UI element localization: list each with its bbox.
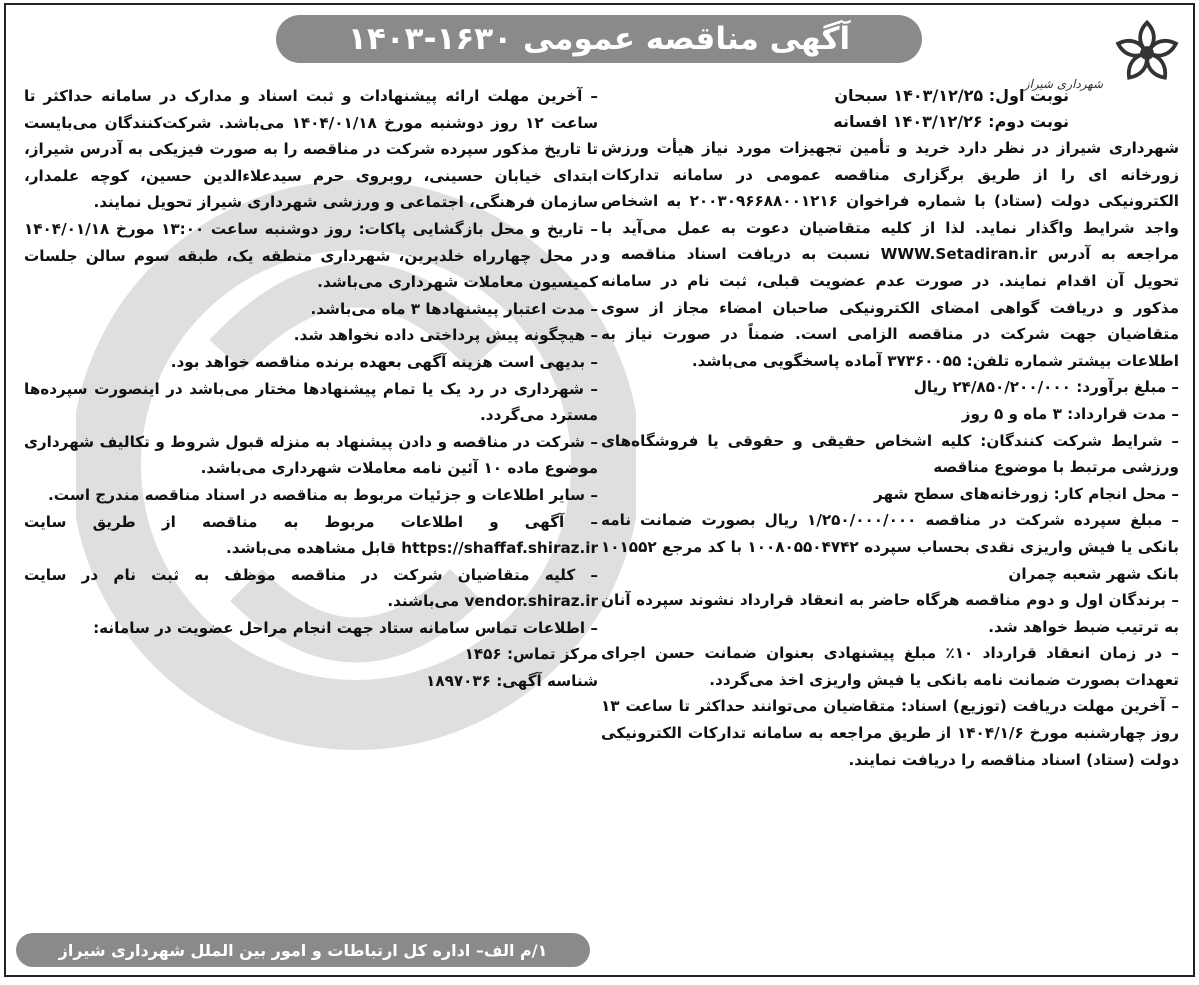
vendor-text: – کلیه متقاضیان شرکت در مناقصه موظف به ثبت نام در سایت <box>24 565 598 584</box>
location-item: – محل انجام کار: زورخانه‌های سطح شهر <box>874 484 1179 503</box>
notice-title-banner <box>276 15 922 63</box>
shiraz-municipality-flower-logo <box>1109 15 1185 91</box>
intro-text-1: شهرداری شیراز در نظر دارد خرید و تأمین تجهیزات مورد نیاز هیأت ورزش زورخانه ای را از طریق برگزاری مناقصه عمومی در سامانه تدارکات الکترونیکی دولت (ستاد) با شماره فراخوان ۲۰۰۳۰۹۶۶۸۸۰۰۱۲۱۶ به اشخاص واجد شرایط واگذار نماید. لذا از کلیه متقاضیان دعوت به عمل می‌آید با مراجعه به آدرس <box>601 139 1179 264</box>
right-column <box>601 83 1179 773</box>
footer-text: ۱/م الف– اداره کل ارتباطات و امور بین الملل شهرداری شیراز <box>58 940 548 960</box>
doc-deadline-item: – آخرین مهلت دریافت (توزیع) اسناد: متقاضیان می‌توانند حداکثر تا ساعت ۱۳ روز چهارشنبه مورخ ۱۴۰۴/۱/۶ از طریق مراجعه به سامانه تدارکات الکترونیکی دولت (ستاد) اسناد مناقصه را دریافت نمایند. <box>601 697 1179 769</box>
setadiran-link[interactable]: WWW.Setadiran.ir <box>880 245 1038 264</box>
winners-item: – برندگان اول و دوم مناقصه هرگاه حاضر به انعقاد قرارداد نشوند سپرده آنان به ترتیب ضبط خواهد شد. <box>601 591 1179 636</box>
notice-title: آگهی مناقصه عمومی ۱۶۳۰-۱۴۰۳ <box>347 21 851 57</box>
estimate-item: – مبلغ برآورد: ۲۴/۸۵۰/۲۰۰/۰۰۰ ریال <box>913 378 1179 397</box>
vendor-item <box>24 562 598 615</box>
left-column <box>24 83 598 695</box>
validity-item: – مدت اعتبار پیشنهادها ۳ ماه می‌باشد. <box>310 299 598 318</box>
setad-contact-item: – اطلاعات تماس سامانه ستاد جهت انجام مراحل عضویت در سامانه: <box>93 618 598 637</box>
deposit-item: – مبلغ سپرده شرکت در مناقصه ۱/۲۵۰/۰۰۰/۰۰۰ ریال بصورت ضمانت نامه بانکی یا فیش واریزی نقدی بحساب سپرده ۱۰۰۸۰۵۵۰۴۷۴۲ با کد مرجع ۱۰۱۵۵۲ بانک شهر شعبه چمران <box>601 511 1180 583</box>
ad-site-suffix: قابل مشاهده می‌باشد. <box>226 539 396 558</box>
prepayment-item: – هیچگونه پیش پرداختی داده نخواهد شد. <box>293 326 598 345</box>
footer-banner <box>16 933 590 967</box>
first-round: نوبت اول: ۱۴۰۳/۱۲/۲۵ سبحان <box>834 86 1069 105</box>
acceptance-item: – شرکت در مناقصه و دادن پیشنهاد به منزله قبول شروط و تکالیف شهرداری موضوع ماده ۱۰ آئین نامه معاملات شهرداری می‌باشد. <box>24 432 598 478</box>
vendor-suffix: می‌باشند. <box>387 592 460 611</box>
tender-notice <box>4 3 1195 977</box>
shaffaf-link[interactable]: https://shaffaf.shiraz.ir <box>401 539 598 558</box>
duration-item: – مدت قرارداد: ۳ ماه و ۵ روز <box>961 404 1179 423</box>
submit-deadline-item: – آخرین مهلت ارائه پیشنهادات و ثبت اسناد و مدارک در سامانه حداکثر تا ساعت ۱۲ روز دوشنبه مورخ ۱۴۰۴/۰۱/۱۸ می‌باشد. شرکت‌کنندگان می‌بایست تا تاریخ مذکور سپرده شرکت در مناقصه را به صورت فیزیکی به آدرس شیراز، ابتدای خیابان حسینی، روبروی حرم سیدعلاءالدین حسین، کوچه علمدار، سازمان فرهنگی، اجتماعی و ورزشی شهرداری شیراز تحویل نمایند. <box>24 87 598 212</box>
rejection-item: – شهرداری در رد یک یا تمام پیشنهادها مختار می‌باشد در اینصورت سپرده‌ها مسترد می‌گردد. <box>24 379 598 425</box>
intro-text-2: نسبت به دریافت اسناد مناقصه و تحویل آن اقدام نمایند. در صورت عدم عضویت قبلی، ثبت نام در سامانه مذکور و دریافت گواهی امضای الکترونیکی صاحبان امضاء مجاز از سوی متقاضیان جهت شرکت در مناقصه الزامی است. ضمناً در صورت نیاز به اطلاعات بیشتر شماره تلفن: ۳۷۳۶۰۰۵۵ آماده پاسخگویی می‌باشد. <box>601 245 1179 370</box>
ad-id: شناسه آگهی: ۱۸۹۷۰۳۶ <box>426 672 598 691</box>
ad-site-text: – آگهی و اطلاعات مربوط به مناقصه از طریق سایت <box>24 512 598 531</box>
opening-item: – تاریخ و محل بازگشایی پاکات: روز دوشنبه ساعت ۱۳:۰۰ مورخ ۱۴۰۴/۰۱/۱۸ در محل چهارراه خلدبرین، شهرداری منطقه یک، طبقه سوم سالن جلسات کمیسیون معاملات شهرداری می‌باشد. <box>24 219 598 292</box>
second-round: نوبت دوم: ۱۴۰۳/۱۲/۲۶ افسانه <box>833 112 1069 131</box>
ad-cost-item: – بدیهی است هزینه آگهی بعهده برنده مناقصه خواهد بود. <box>170 352 598 371</box>
intro-paragraph <box>601 135 1179 374</box>
ad-site-item <box>24 509 598 562</box>
call-center: مرکز تماس: ۱۴۵۶ <box>464 645 598 664</box>
logo-caption: شهرداری شیراز <box>1023 77 1103 91</box>
guarantee-item: – در زمان انعقاد قرارداد ۱۰٪ مبلغ پیشنهادی بعنوان ضمانت حسن اجرای تعهدات بصورت ضمانت نامه بانکی یا فیش واریزی اخذ می‌گردد. <box>601 644 1180 689</box>
vendor-link[interactable]: vendor.shiraz.ir <box>464 592 598 611</box>
other-info-item: – سایر اطلاعات و جزئیات مربوط به مناقصه در اسناد مناقصه مندرج است. <box>48 485 598 504</box>
eligibility-item: – شرایط شرکت کنندگان: کلیه اشخاص حقیقی و حقوقی یا فروشگاه‌های ورزشی مرتبط با موضوع مناقصه <box>601 431 1179 477</box>
